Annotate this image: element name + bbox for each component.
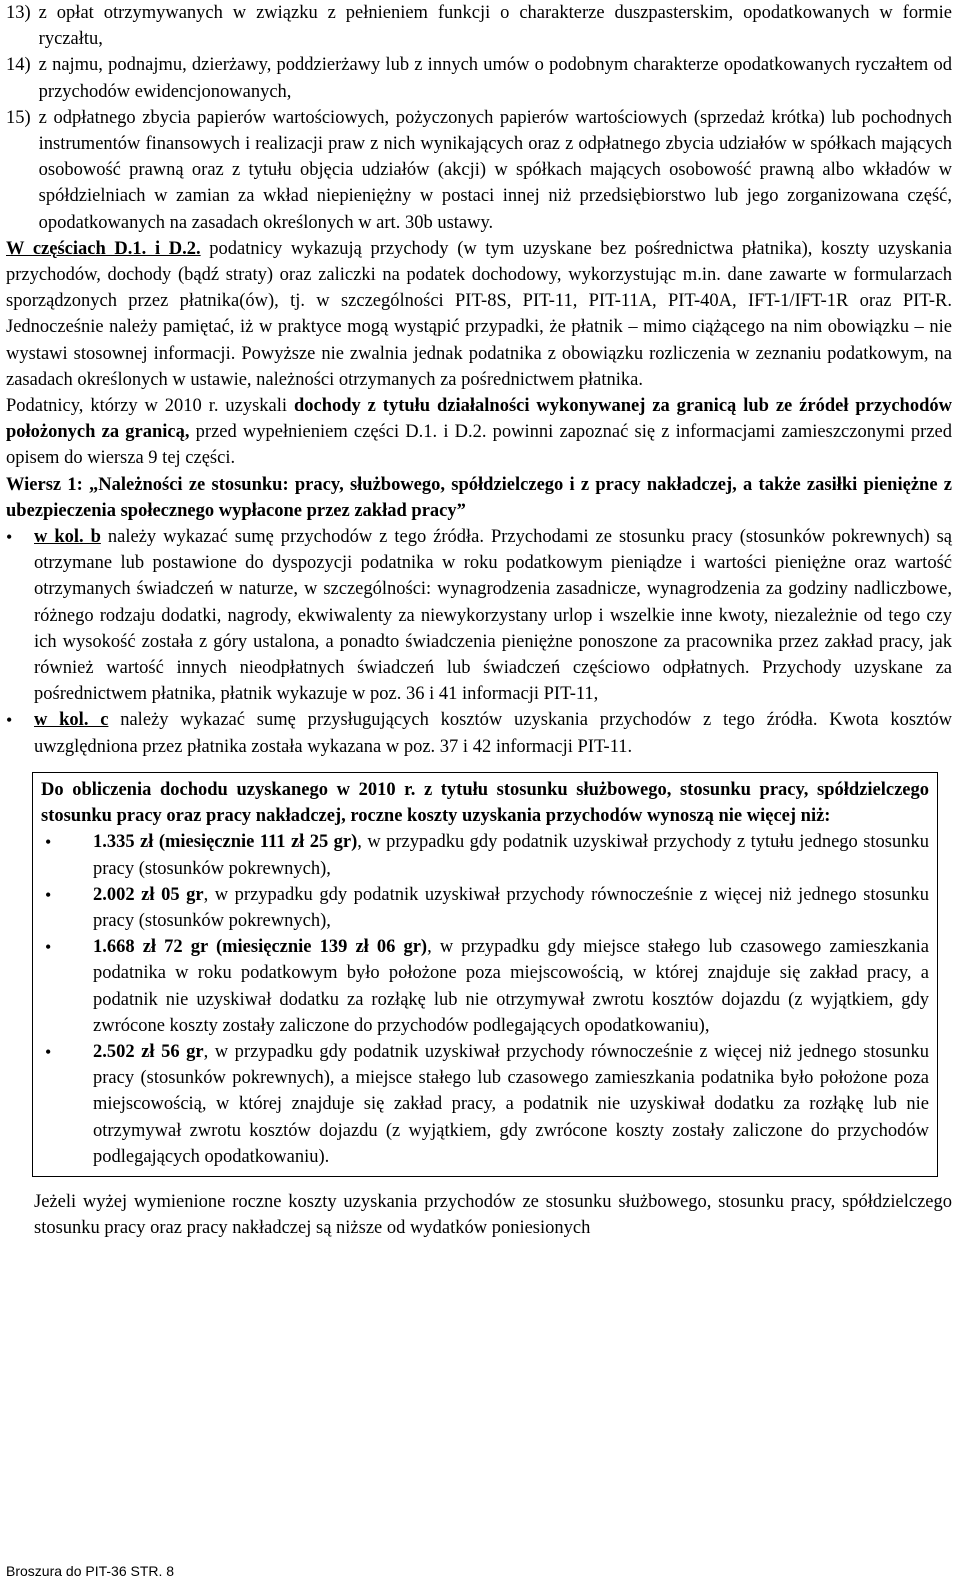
costs-amount: 2.002 zł 05 gr [93,884,204,905]
bullet-icon: • [45,937,52,958]
parts-d-lead: W częściach D.1. i D.2. [6,238,201,259]
costs-amount: 1.335 zł (miesięcznie 111 zł 25 gr) [93,832,358,853]
bullet-icon: • [6,710,13,731]
list-item-13 [6,0,952,52]
bullet-text: należy wykazać sumę przysługujących kosztów uzyskania przychodów z tego źródła. Kwota kosztów uwzględniona przez płatnika została wykazana w poz. 37 i 42 informacji PIT-11. [34,710,953,757]
row1-heading: Wiersz 1: „Należności ze stosunku: pracy, służbowego, spółdzielczego i z pracy nakładczej, a także zasiłki pieniężne z ubezpieczenia społecznego wypłacone przez zakład pracy” [6,474,952,521]
bullet-lead: w kol. c [34,710,109,731]
costs-list [41,829,929,1170]
costs-text: , w przypadku gdy podatnik uzyskiwał przychody z tytułu jednego stosunku pracy (stosunków pokrewnych), [93,832,929,879]
abroad-bold: dochody z tytułu działalności wykonywanej za granicą lub ze źródeł przychodów położonych za granicą, [6,396,952,443]
document-page [6,0,952,1260]
item-number: 13) [6,3,31,23]
costs-item [41,829,929,881]
costs-amount: 2.502 zł 56 gr [93,1041,204,1062]
costs-text: , w przypadku gdy podatnik uzyskiwał przychody równocześnie z więcej niż jednego stosunku pracy (stosunków pokrewnych), a miejsce stałego lub czasowego zamieszkania podatnika było położone poza miejscowością, w której znajduje się zakład pracy, a podatnik nie uzyskiwał dodatku za rozłąkę lub nie otrzymywał zwrotu kosztów dojazdu (z wyjątkiem, gdy zwrócone koszty zostały zaliczone do przychodów podlegających opodatkowaniu). [93,1041,930,1167]
costs-text: , w przypadku gdy podatnik uzyskiwał przychody równocześnie z więcej niż jednego stosunku pracy (stosunków pokrewnych), [93,884,930,931]
costs-box-heading: Do obliczenia dochodu uzyskanego w 2010 r. z tytułu stosunku służbowego, stosunku pracy, spółdzielczego stosunku pracy oraz pracy nakładczej, roczne koszty uzyskania przychodów wynoszą nie więcej niż: [41,779,929,827]
list-item-14 [6,52,952,104]
item-number: 15) [6,107,31,128]
costs-box [32,772,938,1177]
parts-d-text: podatnicy wykazują przychody (w tym uzyskane bez pośrednictwa płatnika), koszty uzyskania przychodów, dochody (bądź straty) oraz zaliczki na podatek dochodowy, wykorzystując m.in. dane zawarte w formularzach sporządzonych przez płatnika(ów), tj. w szczególności PIT-8S, PIT-11, PIT-11A, PIT-40A, IFT-1/IFT-1R oraz PIT-R. Jednocześnie należy pamiętać, iż w praktyce mogą wystąpić przypadki, że płatnik – mimo ciążącego na nim obowiązku – nie wystawi stosownej informacji. Powyższe nie zwalnia jednak podatnika z obowiązku rozliczenia w zeznaniu podatkowym, na zasadach określonych w ustawie, należności otrzymanych za pośrednictwem płatnika. [6,238,952,390]
bullet-lead: w kol. b [34,527,101,548]
costs-text: , w przypadku gdy miejsce stałego lub czasowego zamieszkania podatnika w roku podatkowym było położone poza miejscowością, w której znajduje się zakład pracy, a podatnik nie uzyskiwał dodatku za rozłąkę lub nie otrzymywał zwrotu kosztów dojazdu (z wyjątkiem, gdy zwrócone koszty zostały zaliczone do przychodów podlegających opodatkowaniu), [93,937,929,1036]
parts-d-paragraph [6,236,952,393]
abroad-pre: Podatnicy, którzy w 2010 r. uzyskali [6,396,294,417]
page-footer: Broszura do PIT-36 STR. 8 [6,1563,175,1579]
list-item-15 [6,105,952,236]
costs-item [41,1039,929,1170]
bullet-text: należy wykazać sumę przychodów z tego źródła. Przychodami ze stosunku pracy (stosunków pokrewnych) są otrzymane lub postawione do dyspozycji podatnika w roku podatkowym pieniądze i wartości pieniężne oraz wartość otrzymanych świadczeń w naturze, w szczególności: wynagrodzenia zasadnicze, wynagrodzenia za godziny nadliczbowe, różnego rodzaju dodatki, nagrody, ekwiwalenty za niewykorzystany urlop i wszelkie inne kwoty, niezależnie od tego czy ich wysokość została z góry ustalona, a ponadto świadczenia pieniężne ponoszone za pracownika przez zakład pracy, jak również wartość innych nieodpłatnych świadczeń lub świadczeń częściowo odpłatnych. Przychody uzyskane za pośrednictwem płatnika, płatnik wykazuje w poz. 36 i 41 informacji PIT-11, [34,527,952,705]
costs-item [41,934,929,1039]
row1-bullets [6,524,952,760]
costs-amount: 1.668 zł 72 gr (miesięcznie 139 zł 06 gr) [93,937,428,958]
bullet-col-c [6,707,952,759]
item-text: z najmu, podnajmu, dzierżawy, poddzierżawy lub z innych umów o podobnym charakterze opodatkowanych ryczałtem od przychodów ewidencjonowanych, [38,55,952,102]
bullet-icon: • [45,1041,52,1062]
item-text: z opłat otrzymywanych w związku z pełnieniem funkcji o charakterze duszpasterskim, opodatkowanych w formie ryczałtu, [38,3,952,50]
bullet-icon: • [6,527,13,548]
bullet-icon: • [45,832,52,853]
bullet-col-b [6,524,952,707]
bullet-icon: • [45,884,52,905]
item-text: z odpłatnego zbycia papierów wartościowych, pożyczonych papierów wartościowych (sprzedaż krótka) lub pochodnych instrumentów finansowych i realizacji praw z nich wynikających oraz z odpłatnego zbycia udziałów w spółkach mających osobowość prawną oraz z tytułu objęcia udziałów (akcji) w spółkach mających osobowość prawną albo wkładów w spółdzielniach w zamian za wkład niepieniężny w postaci innej niż przedsiębiorstwo lub jego zorganizowana część, opodatkowanych na zasadach określonych w art. 30b ustawy. [38,107,952,233]
item-number: 14) [6,55,31,76]
abroad-paragraph [6,393,952,472]
costs-item [41,882,929,934]
abroad-post: przed wypełnieniem części D.1. i D.2. powinni zapoznać się z informacjami zamieszczonymi przed opisem do wiersza 9 tej części. [6,422,952,469]
after-box-paragraph: Jeżeli wyżej wymienione roczne koszty uzyskania przychodów ze stosunku służbowego, stosunku pracy, spółdzielczego stosunku pracy oraz pracy nakładczej są niższe od wydatków poniesionych [34,1191,952,1239]
